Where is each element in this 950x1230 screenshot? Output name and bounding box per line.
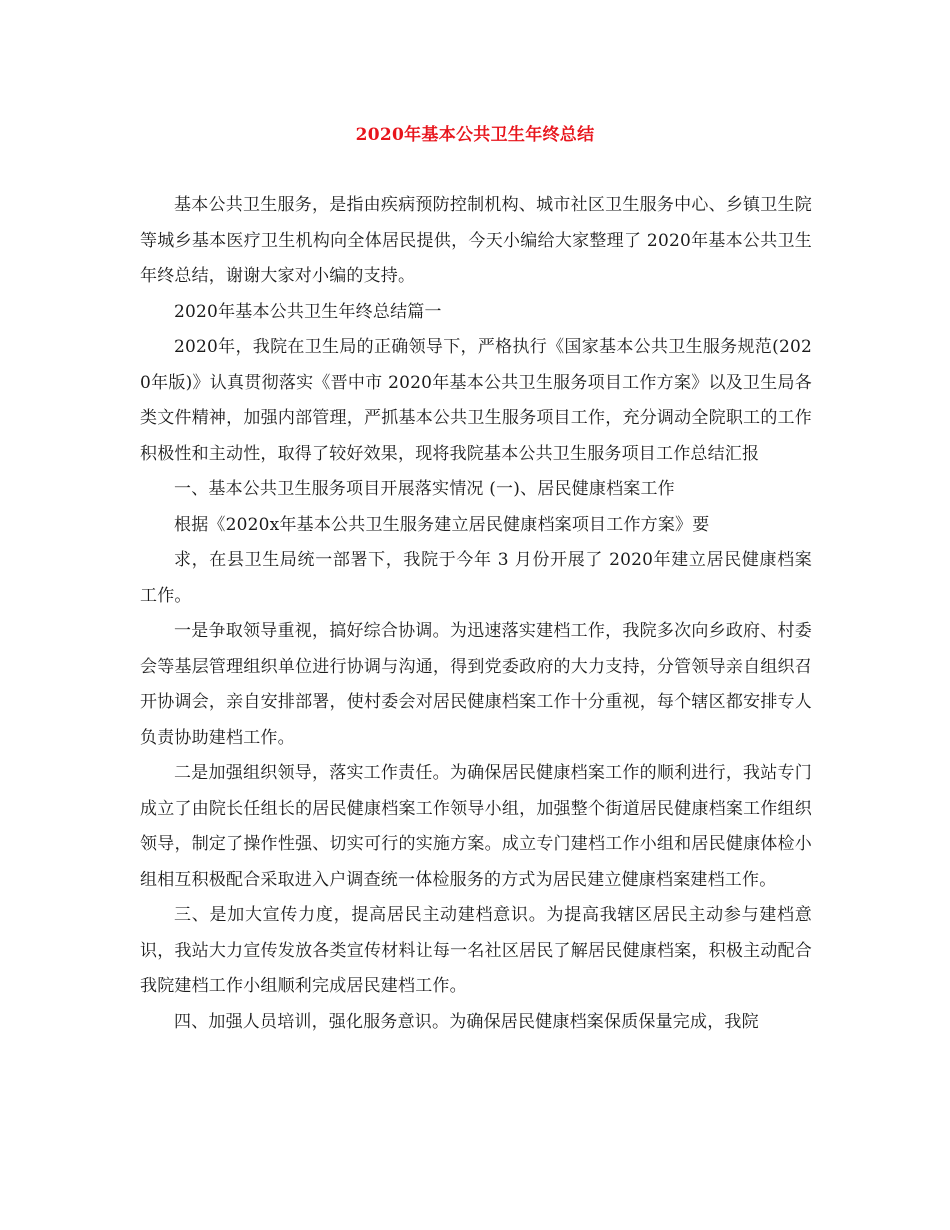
document-title: 2020年基本公共卫生年终总结 <box>355 125 595 145</box>
paragraph-point-three: 三、是加大宣传力度，提高居民主动建档意识。为提高我辖区居民主动参与建档意识，我站大力宣传发放各类宣传材料让每一名社区居民了解居民健康档案，积极主动配合我院建档工作小组顺利完成居民建档工作。 <box>140 905 812 996</box>
paragraph-point-one: 一是争取领导重视，搞好综合协调。为迅速落实建档工作，我院多次向乡政府、村委会等基层管理组织单位进行协调与沟通，得到党委政府的大力支持，分管领导亲自组织召开协调会，亲自安排部署，使村委会对居民健康档案工作十分重视，每个辖区都安排专人负责协助建档工作。 <box>140 621 812 748</box>
paragraph-basis: 根据《2020x年基本公共卫生服务建立居民健康档案项目工作方案》要 <box>174 514 710 535</box>
paragraph-intro: 基本公共卫生服务，是指由疾病预防控制机构、城市社区卫生服务中心、乡镇卫生院等城乡基本医疗卫生机构向全体居民提供，今天小编给大家整理了 2020年基本公共卫生年终总结，谢谢大家对小编的支持。 <box>140 195 812 286</box>
paragraph-overview: 2020年，我院在卫生局的正确领导下，严格执行《国家基本公共卫生服务规范(2020年版)》认真贯彻落实《晋中市 2020年基本公共卫生服务项目工作方案》以及卫生局各类文件精神，加强内部管理，严抓基本公共卫生服务项目工作，充分调动全院职工的工作积极性和主动性，取得了较好效果，现将我院基本公共卫生服务项目工作总结汇报 <box>140 337 812 464</box>
paragraph-section-heading: 2020年基本公共卫生年终总结篇一 <box>174 301 442 322</box>
paragraph-point-two: 二是加强组织领导，落实工作责任。为确保居民健康档案工作的顺利进行，我站专门成立了由院长任组长的居民健康档案工作领导小组，加强整个街道居民健康档案工作组织领导，制定了操作性强、切实可行的实施方案。成立专门建档工作小组和居民健康体检小组相互积极配合采取进入户调查统一体检服务的方式为居民建立健康档案建档工作。 <box>140 763 812 890</box>
paragraph-point-four: 四、加强人员培训，强化服务意识。为确保居民健康档案保质保量完成，我院 <box>174 1011 759 1032</box>
paragraph-item-one-heading: 一、基本公共卫生服务项目开展落实情况 (一)、居民健康档案工作 <box>174 479 675 499</box>
document-body <box>140 188 812 1040</box>
paragraph-basis-continued: 求，在县卫生局统一部署下，我院于今年 3 月份开展了 2020年建立居民健康档案工作。 <box>140 550 812 606</box>
